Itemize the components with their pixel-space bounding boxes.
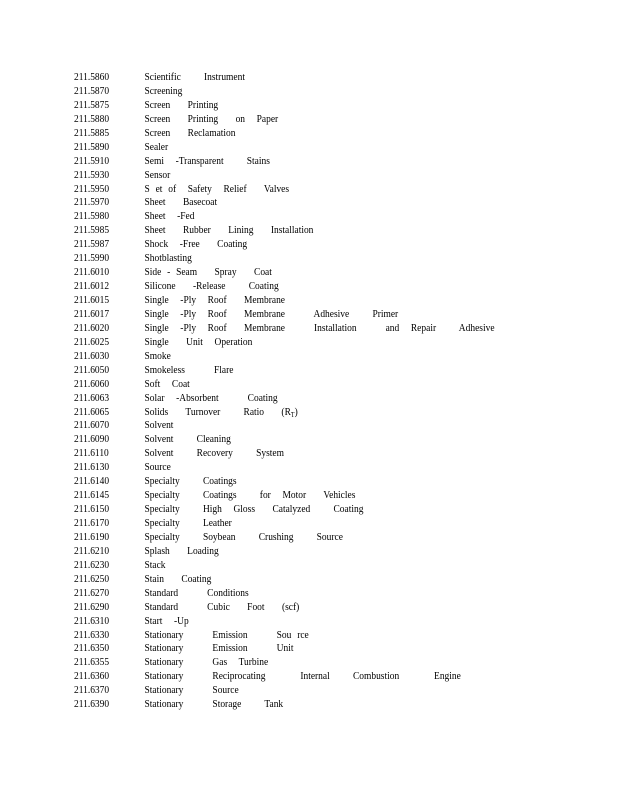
defined-term	[145, 322, 495, 336]
section-number: 211.6063	[74, 391, 110, 404]
list-item	[74, 127, 495, 141]
defined-term	[145, 252, 192, 266]
defined-term	[145, 238, 248, 252]
list-item	[74, 419, 495, 433]
section-number: 211.6210	[74, 544, 110, 557]
list-item	[74, 531, 495, 545]
defined-term-text: Stationary Storage Tank	[144, 698, 284, 711]
list-item	[74, 475, 495, 489]
list-item	[74, 336, 495, 350]
defined-term	[145, 294, 285, 308]
section-number: 211.6140	[74, 475, 110, 488]
defined-term-text: Stationary Source	[144, 684, 239, 697]
list-item	[74, 684, 495, 698]
list-item	[74, 308, 495, 322]
section-number: 211.5885	[74, 126, 110, 139]
defined-term	[145, 406, 298, 420]
section-number: 211.6190	[74, 530, 110, 543]
list-item	[74, 559, 495, 573]
list-item	[74, 447, 495, 461]
list-item	[74, 503, 495, 517]
section-number: 211.6010	[74, 266, 110, 279]
section-number: 211.6330	[74, 628, 110, 641]
defined-term-text: Shotblasting	[144, 252, 192, 265]
defined-term	[145, 183, 290, 197]
defined-term-text: Soft Coat	[144, 377, 190, 390]
defined-term-text: Sheet Rubber Lining Installation	[144, 224, 314, 237]
section-number: 211.5970	[74, 196, 110, 209]
list-item	[74, 71, 495, 85]
section-number: 211.6070	[74, 419, 110, 432]
list-item	[74, 280, 495, 294]
defined-term	[145, 113, 279, 127]
list-item	[74, 238, 495, 252]
term-suffix: )	[294, 405, 298, 418]
defined-term-text: Shock -Free Coating	[144, 238, 248, 251]
defined-term-text: Stationary Emission Unit	[144, 642, 294, 655]
list-item	[74, 322, 495, 336]
defined-term	[145, 531, 343, 545]
defined-term	[145, 392, 278, 406]
defined-term-text: Single -Ply Roof Membrane Adhesive Primer	[144, 307, 399, 320]
list-item	[74, 85, 495, 99]
list-item	[74, 615, 495, 629]
list-item	[74, 196, 495, 210]
list-item	[74, 433, 495, 447]
defined-term-text: Silicone -Release Coating	[144, 280, 279, 293]
section-number: 211.6290	[74, 600, 110, 613]
defined-term	[145, 280, 279, 294]
section-number: 211.5875	[74, 98, 110, 111]
section-number: 211.6310	[74, 614, 110, 627]
section-number: 211.6015	[74, 294, 110, 306]
defined-term	[145, 127, 236, 141]
section-number: 211.6230	[74, 558, 110, 571]
list-item	[74, 266, 495, 280]
defined-term	[145, 629, 309, 643]
defined-term-text: Source	[144, 461, 171, 474]
section-number: 211.6370	[74, 684, 110, 697]
list-item	[74, 545, 495, 559]
defined-term	[145, 698, 284, 712]
defined-term	[145, 85, 183, 99]
defined-term-text: Specialty Coatings for Motor Vehicles	[144, 489, 356, 502]
defined-term-text: Specialty Soybean Crushing Source	[144, 530, 343, 543]
list-item	[74, 461, 495, 475]
section-number: 211.6012	[74, 280, 110, 293]
defined-term-text: S et of Safety Relief Valves	[144, 182, 290, 195]
defined-term-text: Screen Reclamation	[144, 126, 236, 139]
definitions-list	[74, 71, 563, 712]
list-item	[74, 141, 495, 155]
defined-term-text: Screen Printing	[144, 98, 219, 111]
defined-term	[145, 196, 218, 210]
defined-term	[145, 545, 219, 559]
defined-term	[145, 573, 212, 587]
defined-term-text: Scientific Instrument	[144, 71, 245, 83]
defined-term-text: Sheet -Fed	[144, 210, 195, 223]
list-item	[74, 252, 495, 266]
section-number: 211.6050	[74, 363, 110, 376]
section-number: 211.5910	[74, 154, 110, 167]
defined-term-text: Stationary Reciprocating Internal Combustion Engine	[144, 670, 461, 683]
defined-term	[145, 656, 269, 670]
defined-term	[145, 559, 166, 573]
list-item	[74, 99, 495, 113]
defined-term-text: Solvent	[144, 419, 174, 432]
defined-term	[145, 224, 314, 238]
defined-term	[145, 350, 171, 364]
defined-term-text: Solids Turnover Ratio (R	[144, 405, 291, 418]
section-number: 211.5987	[74, 238, 110, 251]
list-item	[74, 517, 495, 531]
term-subscript: T	[290, 410, 295, 419]
defined-term-text: Smoke	[144, 349, 171, 362]
defined-term	[145, 141, 169, 155]
defined-term-text: Single -Ply Roof Membrane Installation and Repair Adhesive	[144, 321, 495, 334]
section-number: 211.6060	[74, 377, 110, 390]
section-number: 211.6250	[74, 572, 110, 585]
defined-term	[145, 419, 174, 433]
section-number: 211.5930	[74, 168, 110, 181]
section-number: 211.6270	[74, 586, 110, 599]
section-number: 211.6350	[74, 642, 110, 655]
defined-term-text: Solvent Recovery System	[144, 447, 284, 460]
section-number: 211.5950	[74, 182, 110, 195]
defined-term	[145, 475, 237, 489]
list-item	[74, 210, 495, 224]
defined-term	[145, 642, 294, 656]
section-number: 211.5985	[74, 224, 110, 237]
defined-term-text: Single Unit Operation	[144, 335, 253, 348]
defined-term	[145, 266, 272, 280]
list-item	[74, 378, 495, 392]
defined-term	[145, 461, 171, 475]
defined-term	[145, 587, 249, 601]
list-item	[74, 183, 495, 197]
section-number: 211.6170	[74, 517, 110, 529]
section-number: 211.5890	[74, 140, 110, 153]
list-item	[74, 392, 495, 406]
defined-term	[145, 684, 239, 698]
defined-term-text: Sheet Basecoat	[144, 196, 218, 209]
list-item	[74, 224, 495, 238]
defined-term-text: Screening	[144, 84, 183, 97]
defined-term-text: Stationary Gas Turbine	[144, 656, 269, 669]
defined-term	[145, 378, 190, 392]
defined-term-text: Stain Coating	[144, 572, 212, 585]
section-number: 211.5880	[74, 112, 110, 125]
list-item	[74, 169, 495, 183]
section-number: 211.5860	[74, 71, 110, 83]
defined-term	[145, 336, 253, 350]
defined-term	[145, 308, 399, 322]
section-number: 211.6390	[74, 698, 110, 711]
list-item	[74, 294, 495, 308]
defined-term-text: Standard Conditions	[144, 586, 249, 599]
defined-term-text: Side - Seam Spray Coat	[144, 266, 272, 279]
list-item	[74, 642, 495, 656]
section-number: 211.6150	[74, 503, 110, 516]
section-number: 211.6145	[74, 489, 110, 502]
defined-term-text: Standard Cubic Foot (scf)	[144, 600, 300, 613]
section-number: 211.5870	[74, 84, 110, 97]
section-number: 211.6110	[74, 447, 109, 460]
defined-term	[145, 210, 195, 224]
defined-term	[145, 517, 232, 531]
list-item	[74, 629, 495, 643]
section-number: 211.6065	[74, 405, 110, 418]
defined-term-text: Specialty Leather	[144, 517, 232, 529]
list-item	[74, 670, 495, 684]
defined-term-text: Specialty High Gloss Catalyzed Coating	[144, 503, 364, 516]
defined-term	[145, 447, 284, 461]
defined-term-text: Specialty Coatings	[144, 475, 237, 488]
list-item	[74, 587, 495, 601]
defined-term-text: Start -Up	[144, 614, 189, 627]
defined-term-text: Semi -Transparent Stains	[144, 154, 270, 167]
defined-term-text: Solvent Cleaning	[144, 433, 231, 446]
defined-term	[145, 670, 461, 684]
list-item	[74, 350, 495, 364]
section-number: 211.6355	[74, 656, 110, 669]
list-item	[74, 155, 495, 169]
list-item	[74, 489, 495, 503]
defined-term-text: Splash Loading	[144, 544, 219, 557]
defined-term-text: Smokeless Flare	[144, 363, 234, 376]
list-item	[74, 364, 495, 378]
defined-term	[145, 489, 356, 503]
list-item	[74, 698, 495, 712]
section-number: 211.6020	[74, 321, 110, 334]
defined-term-text: Single -Ply Roof Membrane	[144, 294, 286, 306]
defined-term	[145, 364, 234, 378]
defined-term-text: Screen Printing on Paper	[144, 112, 279, 125]
defined-term	[145, 155, 270, 169]
defined-term-text: Solar -Absorbent Coating	[144, 391, 278, 404]
section-number: 211.6030	[74, 349, 110, 362]
section-number: 211.6130	[74, 461, 110, 474]
defined-term	[145, 99, 219, 113]
defined-term	[145, 615, 189, 629]
defined-term	[145, 433, 231, 447]
section-number: 211.5980	[74, 210, 110, 223]
list-item	[74, 406, 495, 420]
defined-term	[145, 169, 171, 183]
section-number: 211.6360	[74, 670, 110, 683]
defined-term-text: Stack	[144, 558, 166, 571]
section-number: 211.6017	[74, 307, 110, 320]
defined-term	[145, 601, 300, 615]
defined-term-text: Stationary Emission Sou rce	[144, 628, 309, 641]
defined-term-text: Sealer	[144, 140, 169, 153]
section-number: 211.5990	[74, 252, 110, 265]
defined-term	[145, 71, 245, 85]
list-item	[74, 113, 495, 127]
defined-term	[145, 503, 364, 517]
section-number: 211.6090	[74, 433, 110, 446]
section-number: 211.6025	[74, 335, 110, 348]
list-item	[74, 656, 495, 670]
list-item	[74, 601, 495, 615]
defined-term-text: Sensor	[144, 168, 171, 181]
list-item	[74, 573, 495, 587]
